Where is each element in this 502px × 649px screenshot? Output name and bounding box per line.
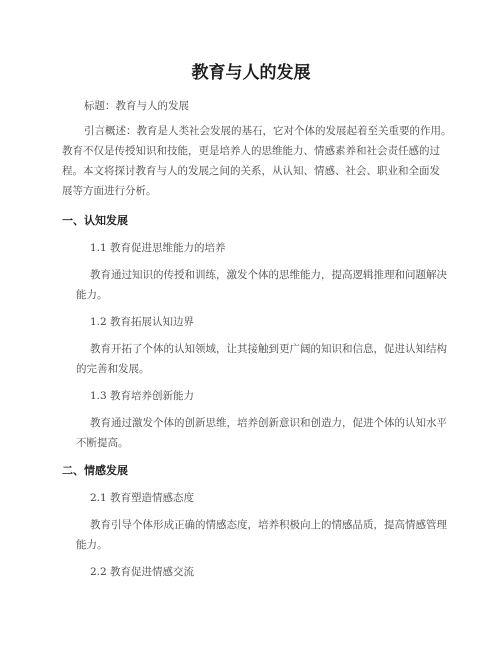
section-heading: 一、认知发展 (62, 214, 128, 227)
paragraph-line: 教育通过激发个体的创新思维，培养创新意识和创造力，促进个体的认知水平 (90, 417, 447, 429)
document-subtitle: 标题：教育与人的发展 (84, 100, 189, 112)
paragraph-line: 能力。 (76, 539, 108, 551)
paragraph-line: 能力。 (76, 289, 108, 301)
subsection-heading: 1.1 教育促进思维能力的培养 (90, 242, 226, 254)
paragraph-line: 不断提高。 (76, 437, 129, 449)
paragraph-line: 的完善和发展。 (76, 363, 150, 375)
paragraph-line: 教育引导个体形成正确的情感态度，培养积极向上的情感品质，提高情感管理 (90, 519, 447, 531)
intro-line: 展等方面进行分析。 (62, 185, 157, 197)
document-title: 教育与人的发展 (191, 63, 311, 83)
subsection-heading: 2.2 教育促进情感交流 (90, 566, 195, 578)
intro-line: 程。本文将探讨教育与人的发展之间的关系，从认知、情感、社会、职业和全面发 (62, 165, 440, 177)
subsection-heading: 1.3 教育培养创新能力 (90, 390, 195, 402)
intro-line: 引言概述：教育是人类社会发展的基石，它对个体的发展起着至关重要的作用。 (84, 125, 452, 137)
section-heading: 二、情感发展 (62, 464, 128, 477)
paragraph-line: 教育开拓了个体的认知领域，让其接触到更广阔的知识和信息，促进认知结构 (90, 343, 447, 355)
subsection-heading: 1.2 教育拓展认知边界 (90, 316, 195, 328)
intro-line: 教育不仅是传授知识和技能，更是培养人的思维能力、情感素养和社会责任感的过 (62, 145, 440, 157)
paragraph-line: 教育通过知识的传授和训练，激发个体的思维能力，提高逻辑推理和问题解决 (90, 269, 447, 281)
subsection-heading: 2.1 教育塑造情感态度 (90, 492, 195, 504)
